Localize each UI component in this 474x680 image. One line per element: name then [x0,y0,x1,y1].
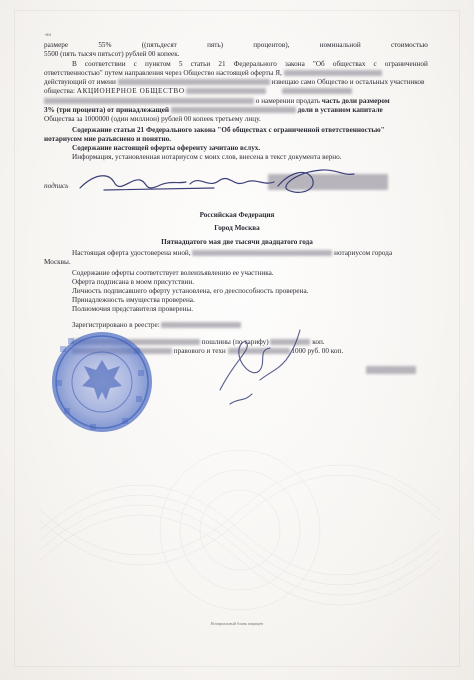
word: с [133,60,137,68]
redaction [186,88,266,94]
paragraph-2-line-7: Общества за 1000000 (один миллион) рублей 00 копеек третьему лицу. [44,115,261,123]
word: пунктом [145,60,171,68]
certification-item: Личность подписавшего оферту установлена, его дееспособность проверена. [72,287,309,295]
paragraph-2-line-4 [44,87,352,96]
paragraph-1-line-2: 5500 (пять тысяч пятьсот) рублей 00 копеек. [44,50,180,58]
word: закона [285,60,305,68]
footer-microtext: Нотариальный бланк защищён [210,621,264,626]
paragraph-3-line-2: нотариусом мне разъяснено и понятно. [44,135,171,143]
text: АКЦИОНЕРНОЕ ОБЩЕСТВО [76,87,185,95]
notary-seal [50,330,154,434]
text: Настоящая оферта удостоверена мной, [72,249,191,257]
certification-item: Полномочия представителя проверены. [72,305,193,313]
word: обществах [332,60,366,68]
redaction [118,79,270,85]
text: о намерении продать [255,97,320,105]
paragraph-2-line-6 [44,106,383,115]
paragraph-1-line-1 [44,41,428,50]
heading-city: Город Москва [214,224,260,232]
word: пять) [207,41,224,49]
certification-item: Принадлежность имущества проверена. [72,296,195,304]
registry-label: Зарегистрировано в реестре: [72,321,160,329]
redaction [366,366,416,374]
word: размере [44,41,69,49]
text: нотариусом города [334,249,393,257]
text: доли в уставном капитале [297,106,383,114]
word: соответствии [84,60,126,68]
redaction [171,107,296,113]
certification-line-2: Москвы. [44,258,71,266]
heading-country: Российская Федерация [199,211,275,219]
signature-label: подпись [44,182,69,190]
text: правового и техн [173,347,226,355]
certification-line-1 [72,249,392,258]
text: общества: [44,87,75,95]
top-mark: -ни [44,33,52,38]
certification-date: Пятнадцатого мая две тысячи двадцатого года [161,238,313,246]
notary-signature [200,320,320,420]
paragraph-3-line-4: Информация, установленная нотариусом с моих слов, внесена в текст документа верно. [72,153,342,161]
word: Федерального [233,60,277,68]
text: ответственностью" путем направления через Общество настоящей оферты Я, [44,69,282,77]
paragraph-2-line-2 [44,69,382,78]
certification-item: Содержание оферты соответствует волеизъявлению ее участника. [72,269,274,277]
paragraph-2-line-1 [72,60,428,69]
redaction [44,98,254,104]
redaction [284,70,382,76]
word: ((пятьдесят [141,41,177,49]
word: с [373,60,377,68]
text: действующий от имени [44,78,116,86]
certification-item: Оферта подписана в моем присутствии. [72,278,195,286]
guilloche-pattern [40,420,440,640]
word: стоимостью [390,41,428,49]
paragraph-3-line-3: Содержание настоящей оферты оференту зачитано вслух. [72,144,261,152]
text: извещаю само Общество и остальных участников [271,78,425,86]
paragraph-2-line-3 [44,78,424,87]
word: статьи [190,60,211,68]
text: часть доли размером [321,97,390,105]
word: процентов), [253,41,290,49]
text: коп. [312,338,325,346]
text: пошлины (по тарифу) [201,338,269,346]
text: 3% (три процента) от принадлежащей [44,106,170,114]
redaction [192,250,332,256]
word: 55% [98,41,112,49]
word: номинальной [319,41,361,49]
redaction [282,88,352,94]
paragraph-3-line-1: Содержание статьи 21 Федерального закона "Об обществах с ограниченной ответственностью" [72,126,385,134]
word: "Об [312,60,325,68]
word: 21 [218,60,226,68]
word: ограниченной [384,60,428,68]
paragraph-2-line-5 [44,97,390,106]
word: 5 [178,60,183,68]
text: 1000 руб. 00 коп. [291,347,344,355]
signature [74,160,364,205]
word: В [72,60,77,68]
